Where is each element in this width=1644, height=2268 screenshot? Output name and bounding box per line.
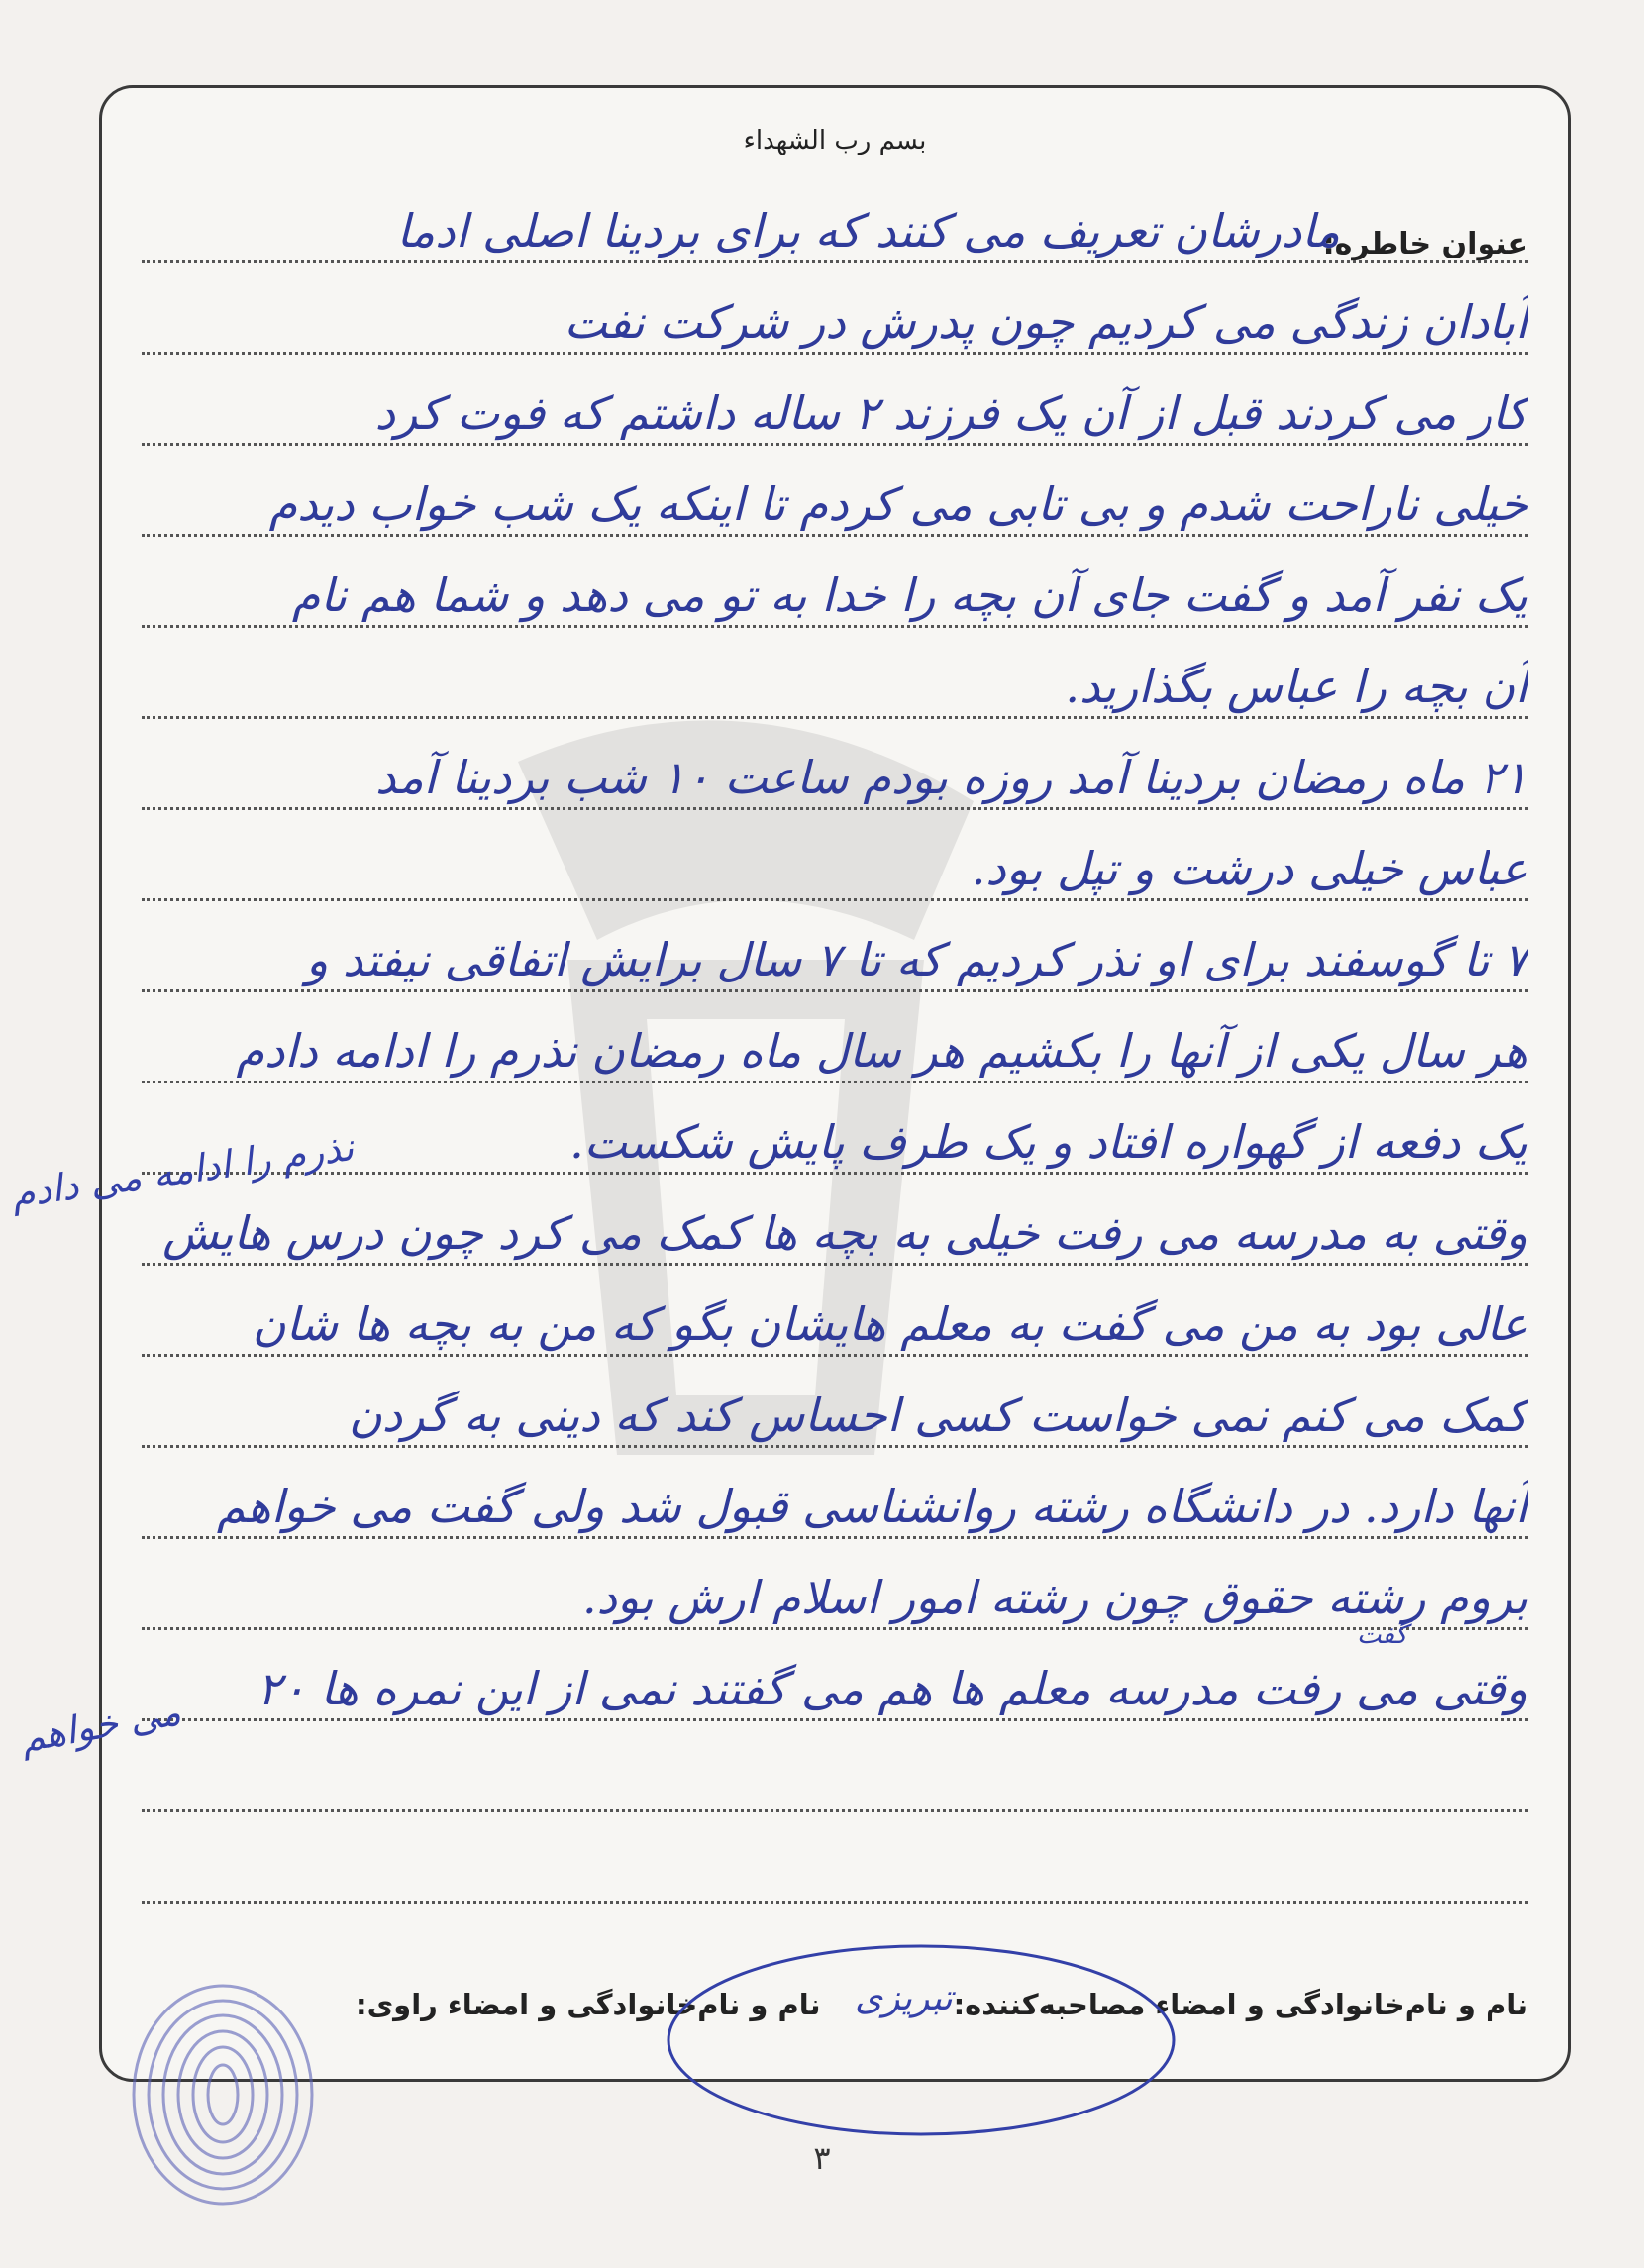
handwritten-line: ۷ تا گوسفند برای او نذر کردیم که تا ۷ سال برایش اتفاقی نیفتد و [306,933,1528,986]
margin-note: نذرم را ادامه می دادم [8,1124,357,1217]
memoir-page [99,85,1571,2082]
interviewer-signature: تبریزی [855,1978,953,2018]
handwritten-line: آن بچه را عباس بگذارید. [1065,660,1528,713]
ruled-line [142,1809,1528,1812]
signature-circle [654,1931,1188,2159]
handwritten-line: یک دفعه از گهواره افتاد و یک طرف پایش شکست. [569,1115,1528,1169]
handwritten-line: کمک می کنم نمی خواست کسی احساس کند که دینی به گردن [348,1389,1528,1442]
handwritten-line: یک نفر آمد و گفت جای آن بچه را خدا به تو می دهد و شما هم نام [291,568,1528,622]
handwritten-line: بروم رشته حقوق چون رشته امور اسلام ارش بود. [581,1571,1528,1624]
handwritten-line: وقتی می رفت مدرسه معلم ها هم می گفتند نمی از این نمره ها ۲۰ [257,1662,1528,1715]
handwritten-line: ۲۱ ماه رمضان بردینا آمد روزه بودم ساعت ۱۰ شب بردینا آمد [374,751,1528,804]
fingerprint-mark [119,1976,327,2214]
handwritten-line: عالی بود به من می گفت به معلم هایشان بگو که من به بچه ها شان [252,1297,1528,1351]
handwritten-line: هر سال یکی از آنها را بکشیم هر سال ماه رمضان نذرم را ادامه دادم [236,1024,1528,1078]
page-number: ۳ [813,2139,831,2177]
handwritten-line: آنها دارد. در دانشگاه رشته روانشناسی قبول شد ولی گفت می خواهم [216,1480,1528,1533]
handwritten-line: وقتی به مدرسه می رفت خیلی به بچه ها کمک می کرد چون درس هایش [162,1206,1528,1260]
handwritten-line: خیلی ناراحت شدم و بی تابی می کردم تا اینکه یک شب خواب دیدم [268,477,1528,531]
memoir-title-label: عنوان خاطره: [1322,227,1528,261]
handwritten-line: کار می کردند قبل از آن یک فرزند ۲ ساله داشتم که فوت کرد [374,386,1528,440]
handwritten-line: مادرشان تعریف می کنند که برای بردینا اصلی ادما [396,204,1340,258]
margin-note: گفت [1357,1620,1408,1650]
narrator-signature-label: نام و نام‌خانوادگی و امضاء راوی: [356,1988,821,2021]
handwritten-line: آبادان زندگی می کردیم چون پدرش در شرکت نفت [564,295,1528,349]
margin-note: می خواهم [17,1690,184,1761]
page-heading: بسم رب الشهداء [743,126,927,155]
ruled-line [142,1901,1528,1904]
interviewer-signature-label: نام و نام‌خانوادگی و امضاء مصاحبه‌کننده: [953,1988,1528,2021]
handwritten-line: عباس خیلی درشت و تپل بود. [971,842,1528,895]
